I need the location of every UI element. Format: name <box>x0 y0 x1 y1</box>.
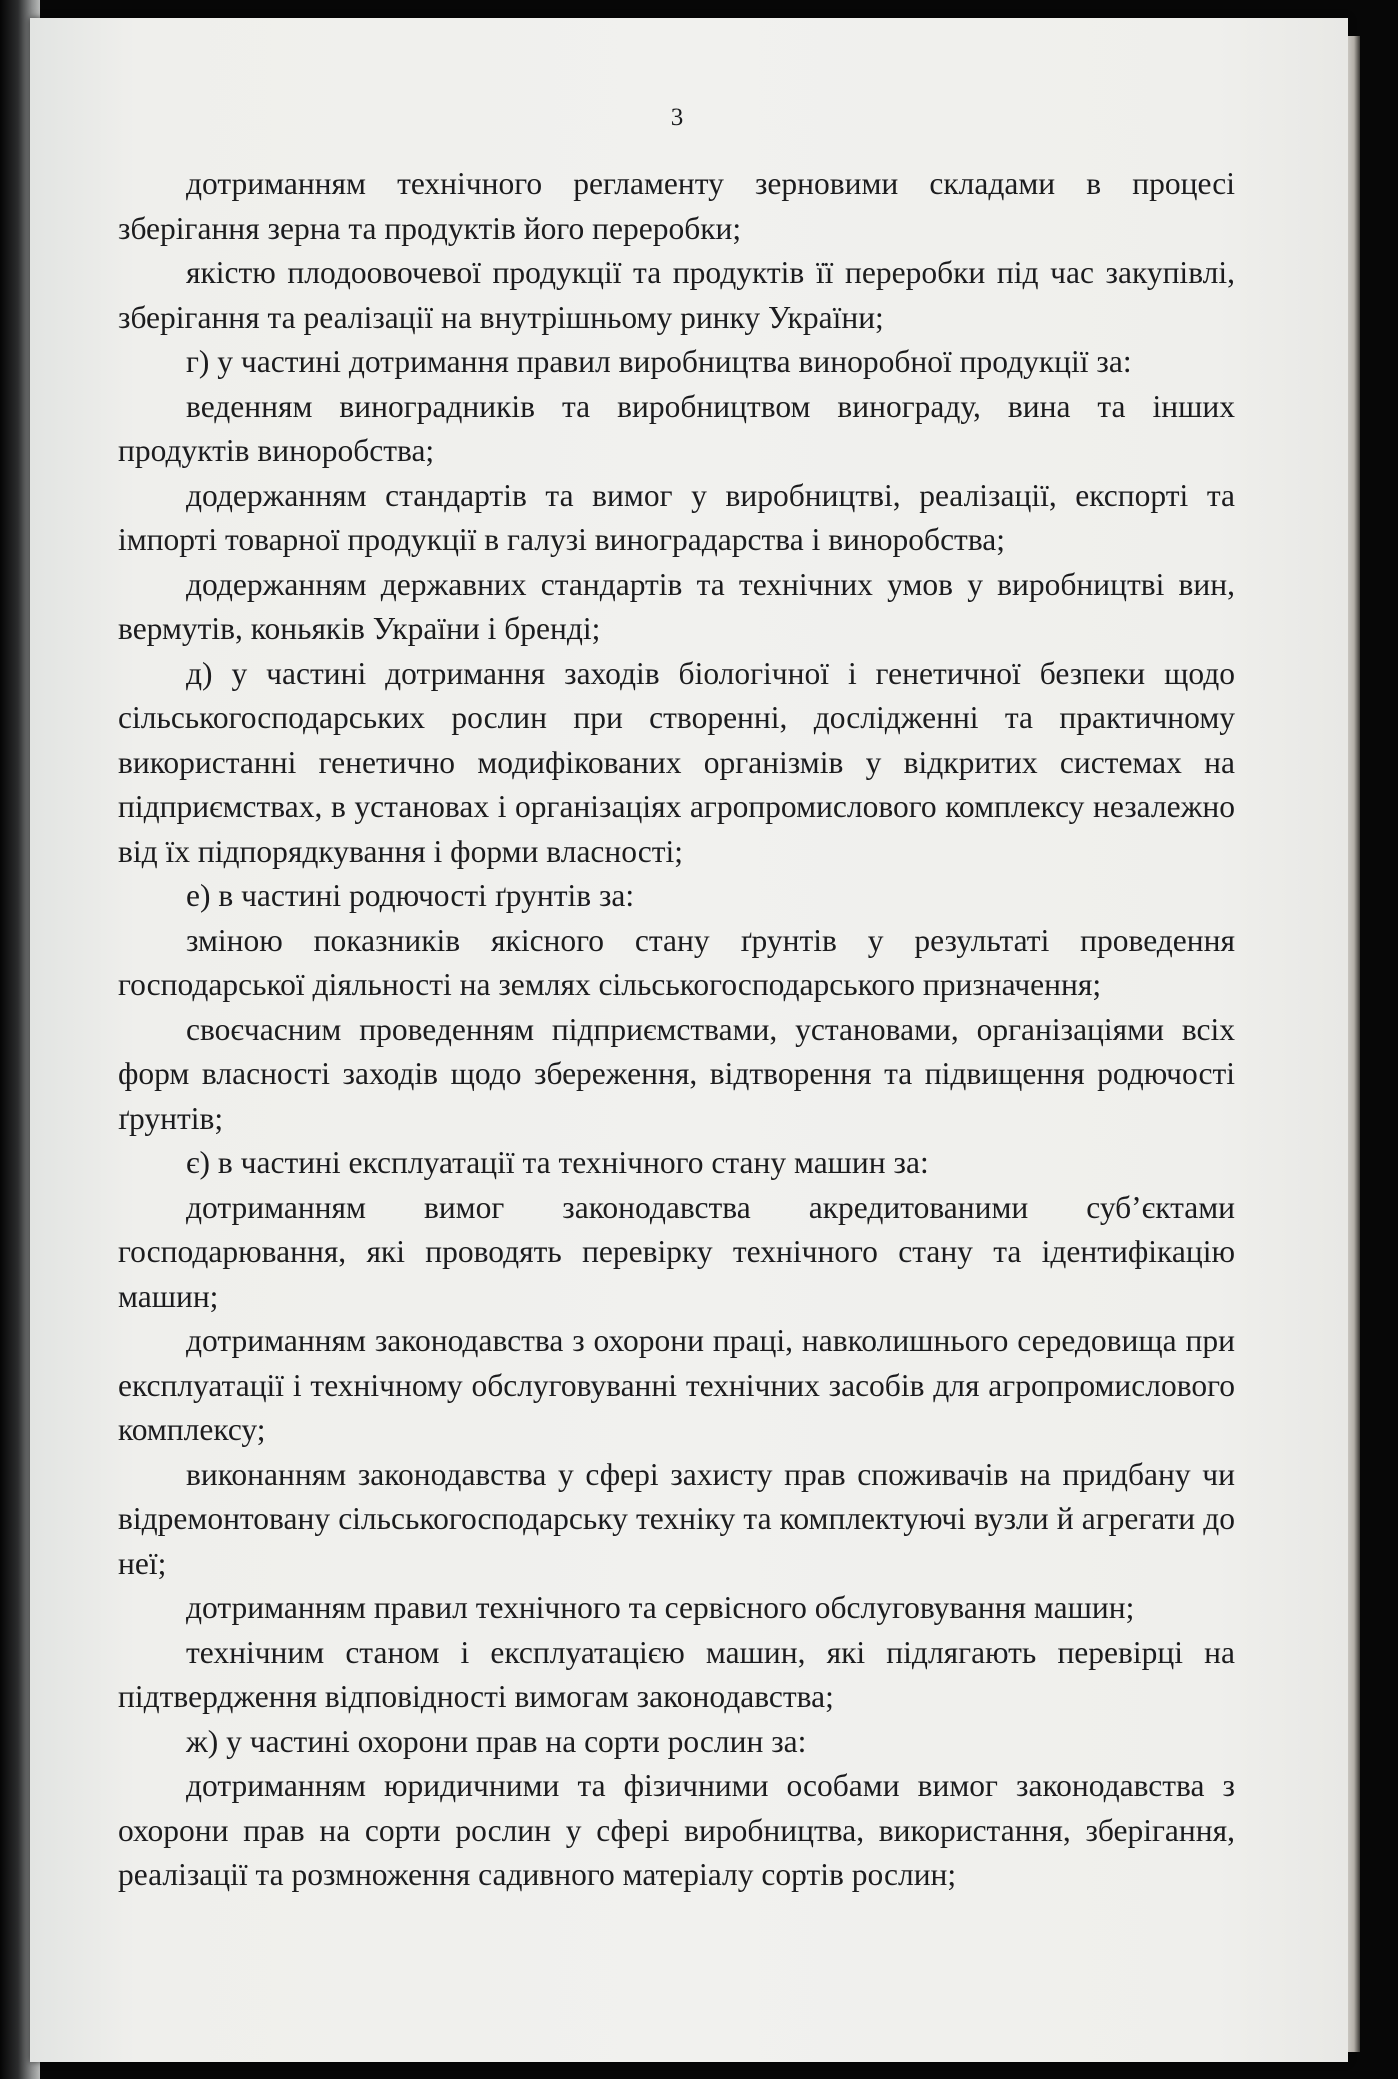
paragraph: г) у частині дотримання правил виробництва виноробної продукції за: <box>186 344 1132 379</box>
paragraph: додержанням стандартів та вимог у виробництві, реалізації, експорті та імпорті товарної продукції в галузі виноградарства і виноробства; <box>118 477 1235 557</box>
paragraph: дотриманням правил технічного та сервісного обслуговування машин; <box>186 1590 1135 1625</box>
paragraph: своєчасним проведенням підприємствами, установами, організаціями всіх форм власності заходів щодо збереження, відтворення та підвищення родючості ґрунтів; <box>118 1011 1235 1136</box>
paragraph: ж) у частині охорони прав на сорти рослин за: <box>186 1723 807 1759</box>
paragraph: якістю плодоовочевої продукції та продуктів її переробки під час закупівлі, зберігання та реалізації на внутрішньому ринку України; <box>118 255 1235 335</box>
paragraph: технічним станом і експлуатацією машин, які підлягають перевірці на підтвердження відповідності вимогам законодавства; <box>118 1634 1235 1714</box>
paragraph: додержанням державних стандартів та технічних умов у виробництві вин, вермутів, коньяків України і бренді; <box>118 566 1235 646</box>
page-stack-edge <box>1348 36 1360 2052</box>
paragraph: веденням виноградників та виробництвом винограду, вина та інших продуктів виноробства; <box>118 388 1235 468</box>
paragraph: дотриманням технічного регламенту зерновими складами в процесі зберігання зерна та продуктів його переробки; <box>118 166 1235 246</box>
paragraph: д) у частині дотримання заходів біологічної і генетичної безпеки щодо сільськогосподарських рослин при створенні, дослідженні та практичному використанні генетично модифікованих організмів у відкритих системах на підприємствах, в установах і організаціях агропромислового комплексу незалежно від їх підпорядкування і форми власності; <box>118 655 1235 869</box>
paragraph: зміною показників якісного стану ґрунтів у результаті проведення господарської діяльності на землях сільськогосподарського призначення; <box>118 922 1235 1002</box>
page-body <box>118 162 1235 1898</box>
paragraph: виконанням законодавства у сфері захисту прав споживачів на придбану чи відремонтовану сільськогосподарську техніку та комплектуючі вузли й агрегати до неї; <box>118 1456 1235 1581</box>
paragraph: дотриманням вимог законодавства акредитованими суб’єктами господарювання, які проводять перевірку технічного стану та ідентифікацію машин; <box>118 1189 1235 1314</box>
paragraph: дотриманням юридичними та фізичними особами вимог законодавства з охорони прав на сорти рослин у сфері виробництва, використання, зберігання, реалізації та розмноження садивного матеріалу сортів рослин; <box>118 1768 1235 1892</box>
page-number: 3 <box>670 104 684 131</box>
paragraph: дотриманням законодавства з охорони праці, навколишнього середовища при експлуатації і технічному обслуговуванні технічних засобів для агропромислового комплексу; <box>118 1323 1235 1447</box>
paragraph: е) в частині родючості ґрунтів за: <box>186 878 635 913</box>
paragraph: є) в частині експлуатації та технічного стану машин за: <box>186 1145 929 1180</box>
